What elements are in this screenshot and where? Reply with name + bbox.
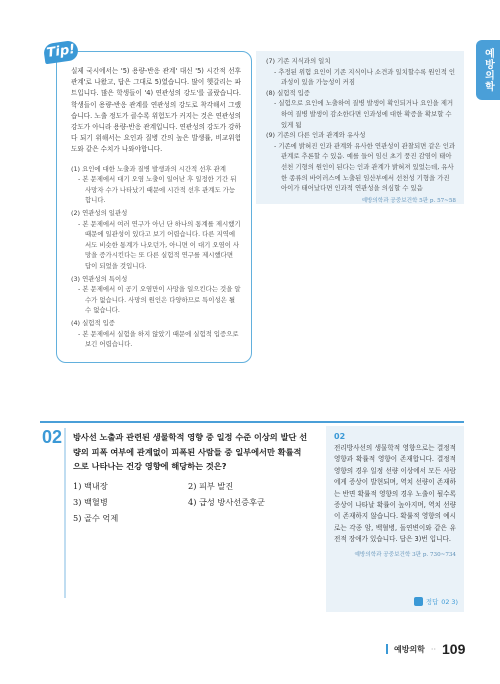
explanation-item-detail: - 기존에 밝혀진 인과 관계와 유사한 연관성이 관찰되면 같은 인과 관계로 추론할 수 있음. 예를 들어 임신 초기 풍진 감염이 태아 선천 기형의 원인이 된다는 인과 관계가 밝혀져 있었는데, 유사한 종류의 바이러스에 노출된 임산부에서 선천성 기형을 가진 아이가 태어났다면 인과적 연관성을 의심할 수 있음 bbox=[274, 141, 456, 193]
tip-intro: 실제 국시에서는 '5) 용량-반응 관계' 대신 '5) 시간적 선후 관계'로 나왔고, 답은 그대로 5)였습니다. 많이 헷갈리는 파트입니다. 많은 학생들이 '4) 연관성의 강도'를 골랐습니다. 학생들이 용량-반응 관계를 연관성의 강도로 착각해서 그랬습니다. 노출 정도가 클수록 위험도가 커지는 것은 연관성의 강도가 아니라 용량-반응 관계입니다. 연관성의 강도가 강하다 되기 위해서는 요인과 질병 간의 높은 발생률, 비교위험도와 같은 수치가 나와야합니다. bbox=[71, 67, 241, 154]
option-3[interactable]: 3) 백혈병 bbox=[73, 497, 108, 507]
tip-item-heading: (3) 연관성의 특이성 bbox=[71, 274, 128, 283]
explanation-item-heading: (7) 기존 지식과의 일치 bbox=[266, 57, 331, 65]
tip-box bbox=[56, 51, 252, 363]
answer-box bbox=[326, 426, 464, 612]
answer-options bbox=[73, 478, 308, 526]
tip-item-detail: - 본 문제에서 이 공기 오염만이 사망을 일으킨다는 것을 알 수가 없습니다. 사망의 원인은 다양하므로 특이성은 될 수 없습니다. bbox=[78, 285, 241, 315]
explanation-item-detail: - 실험으로 요인에 노출하여 질병 발생이 확인되거나 요인을 제거하여 질병 발생이 감소한다면 인과성에 대한 확증을 확보할 수 있게 됨 bbox=[274, 99, 454, 129]
section-side-tab: 예방의학 bbox=[476, 40, 500, 100]
answer-explanation: 전리방사선의 생물학적 영향으로는 결정적 영향과 확률적 영향이 존재합니다. 결정적 영향의 경우 일정 선량 이상에서 모든 사람에게 증상이 발현되며, 역치 선량이 존재하는 반면 확률적 영향의 경우 노출이 될수록 증상이 나타날 확률이 높아지며, 역치 선량이 존재하지 않습니다. 확률적 영향의 예시로는 각종 암, 백혈병, 돌연변이와 같은 유전적 장애가 있습니다. 답은 3)번 입니다. bbox=[334, 444, 456, 544]
explanation-item-detail: - 추정된 위험 요인이 기존 지식이나 소견과 일치할수록 원인적 인과성이 있을 가능성이 커짐 bbox=[274, 67, 456, 87]
answer-number: 02 bbox=[334, 432, 346, 441]
answer-tag-value: 02 3) bbox=[441, 597, 458, 606]
question-side-bar bbox=[64, 428, 66, 598]
explanation-item-heading: (9) 기존의 다른 인과 관계와 유사성 bbox=[266, 131, 366, 140]
answer-tag-label: 정답 bbox=[425, 598, 439, 606]
question-number: 02 bbox=[42, 427, 63, 447]
page-footer bbox=[386, 641, 465, 657]
reference-citation: 예방의학과 공중보건학 5판 p. 57~58 bbox=[361, 197, 456, 204]
option-5[interactable]: 5) 골수 억제 bbox=[73, 513, 119, 523]
tip-item-detail: - 본 문제에서 여러 연구가 아닌 단 하나의 통계를 제시했기 때문에 일관성이 있다고 보기 어렵습니다. 다른 지역에서도 비슷한 통계가 나오던가, 아니면 이 대기 오염이 사망을 증가시킨다는 또 다른 실험적 연구를 제시했다면 답이 되었을 것입니다. bbox=[78, 219, 241, 270]
answer-tag bbox=[414, 597, 458, 606]
option-2[interactable]: 2) 피부 발진 bbox=[188, 481, 234, 491]
tip-item-detail: - 본 문제에서 실험을 하지 않았기 때문에 실험적 입증으로 보긴 어렵습니다. bbox=[78, 329, 239, 349]
tip-item-detail: - 본 문제에서 대기 오염 노출이 일어난 후 일정한 기간 뒤 사망자 수가 나타났기 때문에 시간적 선후 관계도 가능합니다. bbox=[78, 175, 237, 205]
explanation-box bbox=[256, 51, 464, 204]
question-text: 방사선 노출과 관련된 생물학적 영향 중 일정 수준 이상의 발단 선량의 피폭 여부에 관계없이 피폭된 사람들 중 일부에서만 확률적으로 나타나는 건강 영향에 해당하는 것은? bbox=[73, 432, 308, 471]
section-divider bbox=[40, 421, 464, 423]
tip-item-heading: (1) 요인에 대한 노출과 질병 발생과의 시간적 선후 관계 bbox=[71, 164, 226, 173]
footer-section: 예방의학 bbox=[394, 644, 425, 654]
option-4[interactable]: 4) 급성 방사선증후군 bbox=[188, 497, 265, 507]
tip-list bbox=[71, 164, 241, 350]
explanation-item-heading: (8) 실험적 입증 bbox=[266, 88, 310, 97]
tip-item-heading: (2) 연관성의 일관성 bbox=[71, 209, 128, 217]
page-number: 109 bbox=[442, 641, 466, 657]
footer-bar bbox=[386, 644, 388, 654]
answer-reference: 예방의학과 공중보건학 3판 p. 730~734 bbox=[354, 551, 456, 558]
tip-item-heading: (4) 실험적 입증 bbox=[71, 318, 115, 327]
tip-badge: Tip! bbox=[43, 40, 79, 65]
answer-icon bbox=[414, 597, 423, 606]
footer-separator: ·· bbox=[430, 644, 437, 654]
option-1[interactable]: 1) 백내장 bbox=[73, 481, 108, 491]
